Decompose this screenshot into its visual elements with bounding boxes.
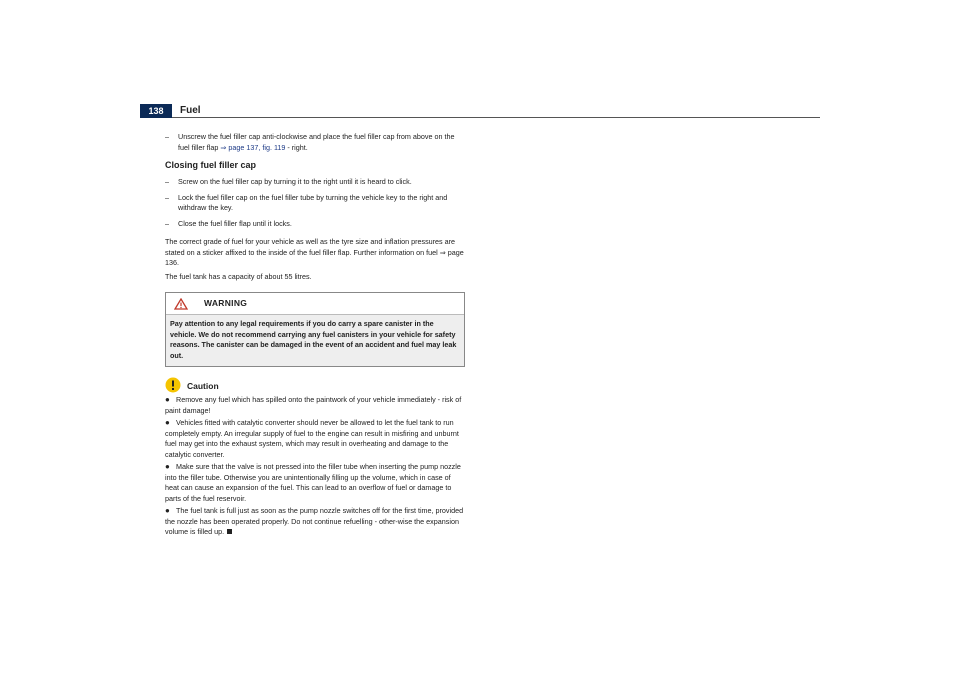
caution-item-text: The fuel tank is full just as soon as the pump nozzle switches off for the first time, provided the nozzle has been operated properly. Do not continue refuelling - other-wise the expansion volume is filled up. — [165, 506, 464, 536]
page-reference-link[interactable]: page 137, fig. 119 — [228, 142, 286, 152]
header-rule — [140, 117, 820, 118]
tank-capacity-paragraph: The fuel tank has a capacity of about 55 litres. — [165, 271, 312, 281]
step-text: Close the fuel filler flap until it locks. — [178, 218, 292, 228]
page-reference-arrow: ⇒ — [220, 142, 227, 152]
fuel-info-paragraph: The correct grade of fuel for your vehicle as well as the tyre size and inflation pressures are stated on a sticker affixed to the inside of the fuel filler flap. Further information on fuel ⇒ page 136. — [165, 237, 464, 267]
step-dash: – — [165, 132, 169, 141]
step-unscrew-cap — [165, 132, 465, 153]
caution-item — [165, 418, 465, 460]
step-suffix: - right. — [285, 142, 308, 152]
section-end-mark-icon — [227, 529, 232, 534]
warning-title: WARNING — [204, 298, 248, 308]
warning-text: Pay attention to any legal requirements if you do carry a spare canister in the vehicle. We do not recommend carrying any fuel canisters in your vehicle for safety reasons. The canister can be damaged in the event of an accident and fuel may leak out. — [170, 319, 457, 360]
bullet-icon: ● — [165, 506, 170, 515]
caution-title: Caution — [187, 381, 219, 391]
step-lock-cap — [165, 193, 465, 214]
caution-item-text: Remove any fuel which has spilled onto the paintwork of your vehicle immediately - risk of paint damage! — [165, 395, 462, 415]
step-dash: – — [165, 192, 169, 202]
step-text: Lock the fuel filler cap on the fuel filler tube by turning the vehicle key to the right and withdraw the key. — [178, 192, 448, 212]
step-close-flap — [165, 219, 465, 230]
step-text: Unscrew the fuel filler cap anti-clockwise and place the fuel filler cap from above on the fuel filler flap — [178, 132, 455, 152]
bullet-icon: ● — [165, 418, 170, 427]
caution-item-text: Vehicles fitted with catalytic converter should never be allowed to let the fuel tank to run completely empty. An irregular supply of fuel to the engine can result in misfiring and unburnt fuel may get into the exhaust system, which may result in overheating and damage to the catalytic converter. — [165, 418, 459, 459]
warning-header — [166, 293, 464, 315]
section-title: Fuel — [180, 105, 201, 116]
step-dash: – — [165, 177, 169, 186]
step-screw-cap — [165, 177, 465, 188]
warning-box — [165, 292, 465, 367]
warning-triangle-icon — [174, 298, 188, 310]
caution-item — [165, 506, 465, 538]
step-text: Screw on the fuel filler cap by turning it to the right until it is heard to click. — [178, 177, 412, 186]
page-number: 138 — [140, 104, 172, 118]
caution-item-text: Make sure that the valve is not pressed into the filler tube when inserting the pump nozzle into the filler tube. Otherwise you are unintentionally filling up the volume, which in case of heat can cause an expansion of the fuel. This can lead to an overflow of fuel or damage to parts of the fuel reservoir. — [165, 462, 461, 503]
page-content — [165, 132, 465, 538]
bullet-icon: ● — [165, 395, 170, 404]
caution-header — [165, 377, 465, 393]
closing-heading: Closing fuel filler cap — [165, 160, 257, 170]
caution-item — [165, 395, 465, 416]
caution-item — [165, 462, 465, 504]
step-dash: – — [165, 218, 169, 228]
caution-exclamation-icon — [165, 377, 181, 393]
bullet-icon: ● — [165, 462, 170, 471]
